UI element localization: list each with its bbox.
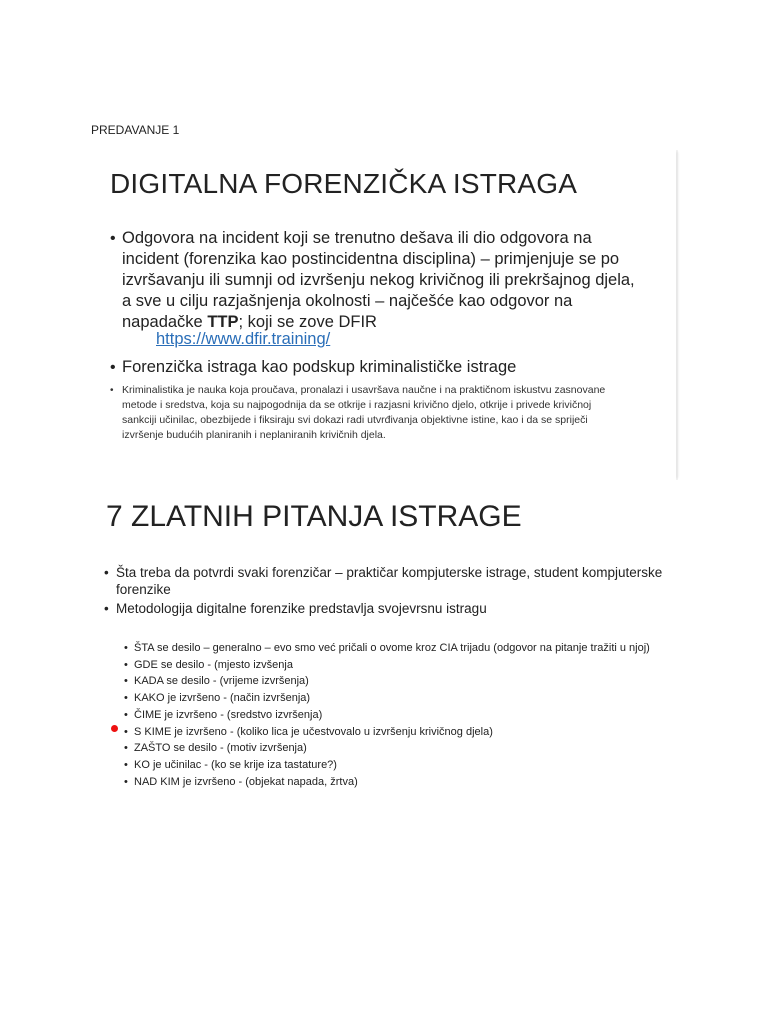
list-item [124, 757, 684, 774]
page-label: PREDAVANJE 1 [91, 123, 180, 137]
list-item [124, 657, 684, 674]
question-text: KO je učinilac - (ko se krije iza tastature?) [134, 758, 337, 771]
bullet-text: Forenzička istraga kao podskup kriminalističke istrage [122, 358, 517, 376]
bullet-icon: • [124, 725, 128, 738]
bullet-text: Metodologija digitalne forenzike predstavlja svojevrsnu istragu [116, 601, 487, 616]
question-text: NAD KIM je izvršeno - (objekat napada, žrtva) [134, 775, 358, 788]
ttp-bold: TTP [207, 313, 239, 331]
text-line: incident (forenzika kao postincidentna disciplina) – primjenjuje se po [122, 250, 620, 268]
text-line: Odgovora na incident koji se trenutno dešava ili dio odgovora na [122, 229, 592, 247]
bullet-icon: • [110, 359, 116, 376]
list-item [124, 724, 684, 741]
bullet-icon: • [110, 385, 114, 396]
red-marker-icon [111, 725, 118, 732]
slide-1-bullet-2 [110, 357, 670, 378]
list-item [124, 740, 684, 757]
bullet-icon: • [124, 658, 128, 671]
text-line: forenzike [116, 582, 171, 597]
dfir-link[interactable]: https://www.dfir.training/ [156, 330, 331, 348]
bullet-icon: • [124, 775, 128, 788]
text-span: ; koji se zove DFIR [238, 313, 377, 331]
list-item [124, 774, 684, 791]
bullet-icon: • [124, 708, 128, 721]
text-line: Šta treba da potvrdi svaki forenzičar – praktičar kompjuterske istrage, student kompjuterske [116, 565, 663, 580]
slide-2-bullet-2 [104, 600, 684, 617]
bullet-icon: • [104, 565, 109, 580]
bullet-icon: • [124, 758, 128, 771]
slide-1 [90, 150, 676, 480]
slide-1-title: DIGITALNA FORENZIČKA ISTRAGA [110, 168, 578, 199]
bullet-icon: • [124, 675, 128, 688]
question-text: ČIME je izvršeno - (sredstvo izvršenja) [134, 708, 323, 721]
slide-2-title: 7 ZLATNIH PITANJA ISTRAGE [106, 500, 522, 533]
question-text: KAKO je izvršeno - (način izvršenja) [134, 692, 311, 705]
list-item [124, 690, 684, 707]
text-line: izvršenje budućih planiranih i neplaniranih krivičnih djela. [122, 429, 386, 441]
list-item [124, 673, 684, 690]
bullet-icon: • [124, 692, 128, 705]
question-text: KADA se desilo - (vrijeme izvršenja) [134, 675, 309, 688]
question-text: GDE se desilo - (mjesto izvšenja [134, 658, 293, 671]
question-text: ZAŠTO se desilo - (motiv izvršenja) [134, 742, 307, 755]
slide-2-bullet-1 [104, 564, 684, 598]
text-line: Kriminalistika je nauka koja proučava, pronalazi i usavršava naučne i na praktičnom iskustvu zasnovane [122, 384, 606, 396]
text-line: izvršavanju ili sumnji od izvršenju nekog krivičnog ili prekršajnog djela, [122, 271, 635, 289]
bullet-icon: • [104, 601, 109, 616]
list-item [124, 640, 684, 657]
slide-1-bullet-3 [110, 383, 670, 443]
text-line: sankciji učinilac, obezbijede i fiksiraju svi dokazi radi utvrđivanja objektivne istine, kao i da se spriječi [122, 414, 588, 426]
bullet-icon: • [110, 230, 116, 247]
text-line: a sve u cilju razjašnjenja okolnosti – najčešće kao odgovor na [122, 292, 573, 310]
bullet-icon: • [124, 642, 128, 654]
questions-list [124, 640, 684, 790]
question-text: ŠTA se desilo – generalno – evo smo već pričali o ovome kroz CIA trijadu (odgovor na pitanje tražiti u njoj) [134, 642, 650, 654]
bullet-icon: • [124, 742, 128, 755]
list-item [124, 707, 684, 724]
slide-1-bullet-1 [110, 228, 670, 333]
question-text: S KIME je izvršeno - (koliko lica je učestvovalo u izvršenju krivičnog djela) [134, 725, 493, 738]
text-line: metode i sredstva, koja su najpogodnija da se otkrije i razjasni krivično djelo, otkrije i privede krivičnoj [122, 399, 592, 411]
text-span: napadačke [122, 313, 208, 331]
